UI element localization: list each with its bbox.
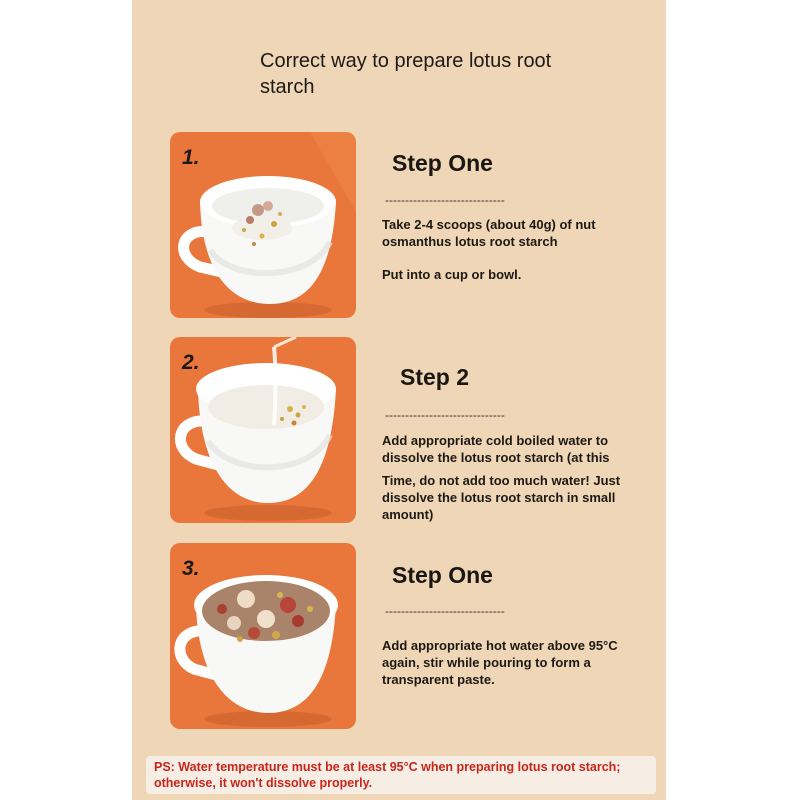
step-1-heading: Step One xyxy=(392,150,493,176)
step-3-text-1: Add appropriate hot water above 95°C again, stir while pouring to form a transparent paste. xyxy=(382,638,618,687)
step-number: 2. xyxy=(182,351,200,374)
step-number: 3. xyxy=(182,557,200,580)
ps-note-text: PS: Water temperature must be at least 95°C when preparing lotus root starch; otherwise, it won't dissolve properly. xyxy=(154,760,621,790)
step-3-heading: Step One xyxy=(392,562,493,588)
step-1-photo xyxy=(170,132,356,318)
step-2-text-1: Add appropriate cold boiled water to dissolve the lotus root starch (at this xyxy=(382,433,610,465)
ps-note xyxy=(146,756,656,794)
step-1-text-2: Put into a cup or bowl. xyxy=(382,267,522,282)
step-3-divider: ------------------------------ xyxy=(385,604,505,618)
page-title: Correct way to prepare lotus root starch xyxy=(260,50,552,98)
step-2-photo xyxy=(170,337,356,523)
step-1-text-1: Take 2-4 scoops (about 40g) of nut osmanthus lotus root starch xyxy=(382,217,596,249)
step-1-divider: ------------------------------ xyxy=(385,193,505,207)
step-number: 1. xyxy=(182,146,200,169)
step-2-text-2: Time, do not add too much water! Just dissolve the lotus root starch in small amount) xyxy=(382,473,621,522)
step-2-divider: ------------------------------ xyxy=(385,408,505,422)
step-3-photo xyxy=(170,543,356,729)
step-2-heading: Step 2 xyxy=(400,364,470,390)
